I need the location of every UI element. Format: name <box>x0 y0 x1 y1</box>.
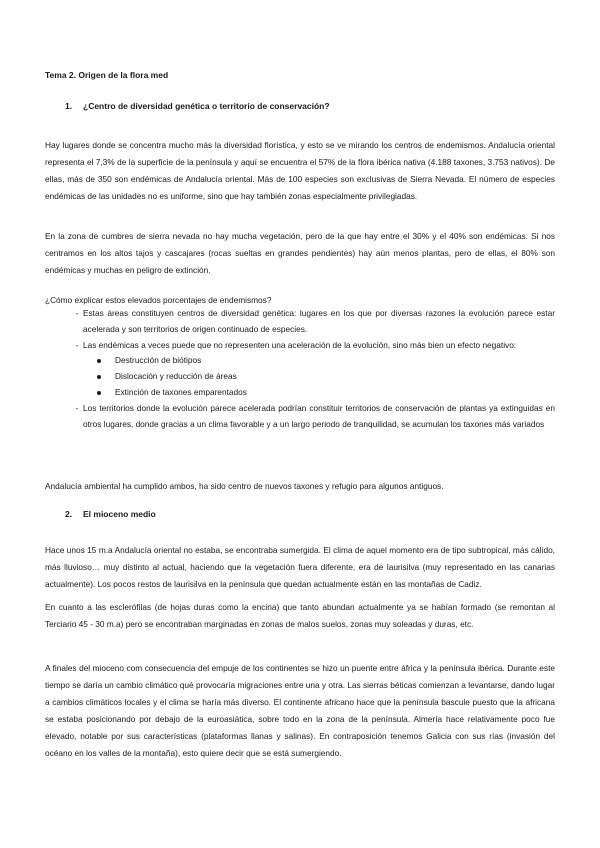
section-1-number: 1. <box>65 101 73 111</box>
section-1-paragraph-2: En la zona de cumbres de sierra nevada no hay mucha vegetación, pero de la que hay entre el 30% y el 40% son endémicas. Si nos centramos en los altos tajos y cascajares (rocas sueltas en grandes pendientes) hay aún menos plantas, pero de ellas, el 80% son endémicas y muchas en peligro de extinción. <box>45 231 555 275</box>
list-item <box>83 385 555 401</box>
section-1-paragraph-3: Andalucía ambiental ha cumplido ambos, ha sido centro de nuevos taxones y refugio para algunos antiguos. <box>45 481 444 491</box>
list-item-text: Destrucción de biótipos <box>115 355 202 366</box>
dash-marker: - <box>75 339 79 350</box>
section-2-title: El mioceno medio <box>83 509 156 519</box>
list-item-text: Extinción de taxones emparentados <box>115 386 247 397</box>
section-2-paragraph-3: A finales del mioceno com consecuencia del empuje de los continentes se hizo un puente entre áfrica y la península ibérica. Durante este tiempo se daría un cambio climático qué provocaría migraciones entre una y otra. Las sierras béticas comienzan a levantarse, dando lugar a cambios climáticos locales y el clima se haría más diverso. El continente africano hace que la península bascule puesto que la africana se estaba posicionando por debajo de la euroasiática, sobre todo en la zona de la península. Almería hace relativamente poco fue elevado, notable por sus características (plataformas llanas y salinas). En contraposición tenemos Galicia con sus rías (invasión del océano en los valles de la montaña), esto quiere decir que se está sumergiendo. <box>45 663 555 758</box>
negative-effects-list <box>83 353 555 400</box>
dash-marker: - <box>75 402 79 413</box>
list-item-text: Las endémicas a veces puede que no representen una aceleración de la evolución, sino más bien un efecto negativo: <box>83 339 517 350</box>
section-2-paragraph-2: En cuanto a las esclerófilas (de hojas duras como la encina) que tanto abundan actualmente ya se habían formado (se remontan al Terciario 45 - 30 m.a) pero se encontraban marginadas en zonas de malos suelos, zonas muy soleadas y duras, etc. <box>45 602 555 629</box>
list-item-text: Estas áreas constituyen centros de diversidad genética: lugares en los que por diversas razones la evolución parece estar acelerada y son territorios de origen continuado de especies. <box>83 308 555 334</box>
list-item <box>83 353 555 369</box>
section-1-title: ¿Centro de diversidad genética o territorio de conservación? <box>83 101 330 111</box>
bullet-icon <box>97 359 101 363</box>
section-1-paragraph-1: Hay lugares donde se concentra mucho más la diversidad florística, y esto se ve mirando los centros de endemismos. Andalucía oriental representa el 7,3% de la superficie de la península y aquí se encuentra el 57% de la flora ibérica nativa (4.188 taxones, 3.753 nativos). De ellas, más de 350 son endémicas de Andalucía oriental. Más de 100 especies son exclusivas de Sierra Nevada. El número de especies endémicas de las unidades no es uniforme, sino que hay también zonas especialmente privilegiadas. <box>45 140 555 201</box>
list-item <box>45 401 555 433</box>
section-2-paragraph-1: Hace unos 15 m.a Andalucía oriental no estaba, se encontraba sumergida. El clima de aquel momento era de tipo subtropical, más cálido, más lluvioso… muy distinto al actual, haciendo que la vegetación fuera diferente, era de laurisilva (muy representado en las canarias actualmente). Los pocos restos de laurisilva en la península que quedan actualmente están en las montañas de Cadiz. <box>45 545 555 589</box>
section-1-heading <box>65 101 330 111</box>
section-2-number: 2. <box>65 509 73 519</box>
bullet-icon <box>97 391 101 395</box>
list-item <box>83 369 555 385</box>
list-item-text: Dislocación y reducción de áreas <box>115 371 237 382</box>
list-item <box>45 338 555 401</box>
reasons-list <box>45 306 555 432</box>
list-item <box>45 306 555 338</box>
bullet-icon <box>97 375 101 379</box>
dash-marker: - <box>75 308 79 318</box>
document-title: Tema 2. Origen de la flora med <box>45 70 169 80</box>
section-1-question: ¿Cómo explicar estos elevados porcentajes de endemismos? <box>45 295 272 305</box>
section-2-heading <box>65 509 156 519</box>
list-item-text: Los territorios donde la evolución parece acelerada podrían constituir territorios de conservación de plantas ya extinguidas en otros lugares, donde gracias a un clima favorable y a un largo periodo de tranquilidad, se acumulan los taxones más variados <box>83 402 555 429</box>
